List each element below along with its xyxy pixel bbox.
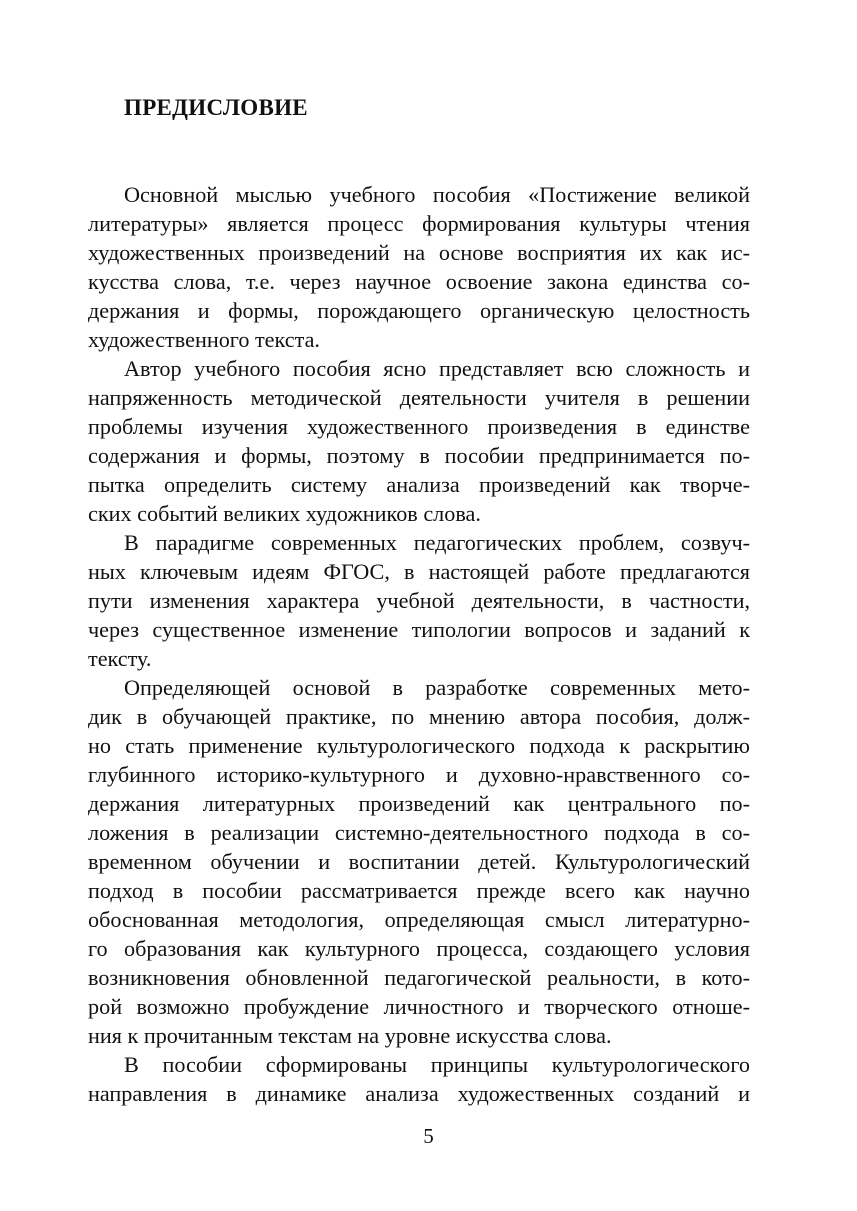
text-line: дик в обучающей практике, по мнению автора пособия, долж- xyxy=(88,704,750,729)
text-line: содержания и формы, поэтому в пособии предпринимается по- xyxy=(88,443,750,468)
text-line: В пособии сформированы принципы культурологического xyxy=(124,1052,750,1077)
text-line: литературы» является процесс формирования культуры чтения xyxy=(88,211,750,236)
text-line: проблемы изучения художественного произведения в единстве xyxy=(88,414,750,439)
text-line: тексту. xyxy=(88,646,152,671)
text-line: художественных произведений на основе восприятия их как ис- xyxy=(88,240,750,265)
text-line: подход в пособии рассматривается прежде всего как научно xyxy=(88,878,750,903)
text-line: Основной мыслью учебного пособия «Постижение великой xyxy=(124,182,750,207)
text-line: держания литературных произведений как центрального по- xyxy=(88,791,750,816)
text-line: временном обучении и воспитании детей. Культурологический xyxy=(88,849,750,874)
text-line: рой возможно пробуждение личностного и творческого отноше- xyxy=(88,994,750,1019)
text-line: напряженность методической деятельности учителя в решении xyxy=(88,385,750,410)
text-line: но стать применение культурологического подхода к раскрытию xyxy=(88,733,750,758)
text-line: обоснованная методология, определяющая смысл литературно- xyxy=(88,907,750,932)
text-line: пути изменения характера учебной деятельности, в частности, xyxy=(88,588,750,613)
text-line: держания и формы, порождающего органическую целостность xyxy=(88,298,750,323)
text-line: направления в динамике анализа художественных созданий и xyxy=(88,1081,750,1106)
text-line: через существенное изменение типологии вопросов и заданий к xyxy=(88,617,750,642)
page-number: 5 xyxy=(423,1124,434,1148)
text-line: ложения в реализации системно-деятельностного подхода в со- xyxy=(88,820,750,845)
preface-text xyxy=(88,180,750,1108)
text-line: возникновения обновленной педагогической реальности, в кото- xyxy=(88,965,750,990)
text-line: ских событий великих художников слова. xyxy=(88,501,481,526)
text-line: художественного текста. xyxy=(88,327,320,352)
text-line: го образования как культурного процесса, создающего условия xyxy=(88,936,750,961)
text-line: пытка определить систему анализа произведений как творче- xyxy=(88,472,750,497)
text-line: глубинного историко-культурного и духовно-нравственного со- xyxy=(88,762,750,787)
text-line: Определяющей основой в разработке современных мето- xyxy=(124,675,750,700)
page-title: ПРЕДИСЛОВИЕ xyxy=(124,95,308,120)
text-line: кусства слова, т.е. через научное освоение закона единства со- xyxy=(88,269,750,294)
text-line: ния к прочитанным текстам на уровне искусства слова. xyxy=(88,1023,612,1048)
text-line: Автор учебного пособия ясно представляет всю сложность и xyxy=(124,356,750,381)
text-line: ных ключевым идеям ФГОС, в настоящей работе предлагаются xyxy=(88,559,750,584)
text-line: В парадигме современных педагогических проблем, созвуч- xyxy=(124,530,750,555)
